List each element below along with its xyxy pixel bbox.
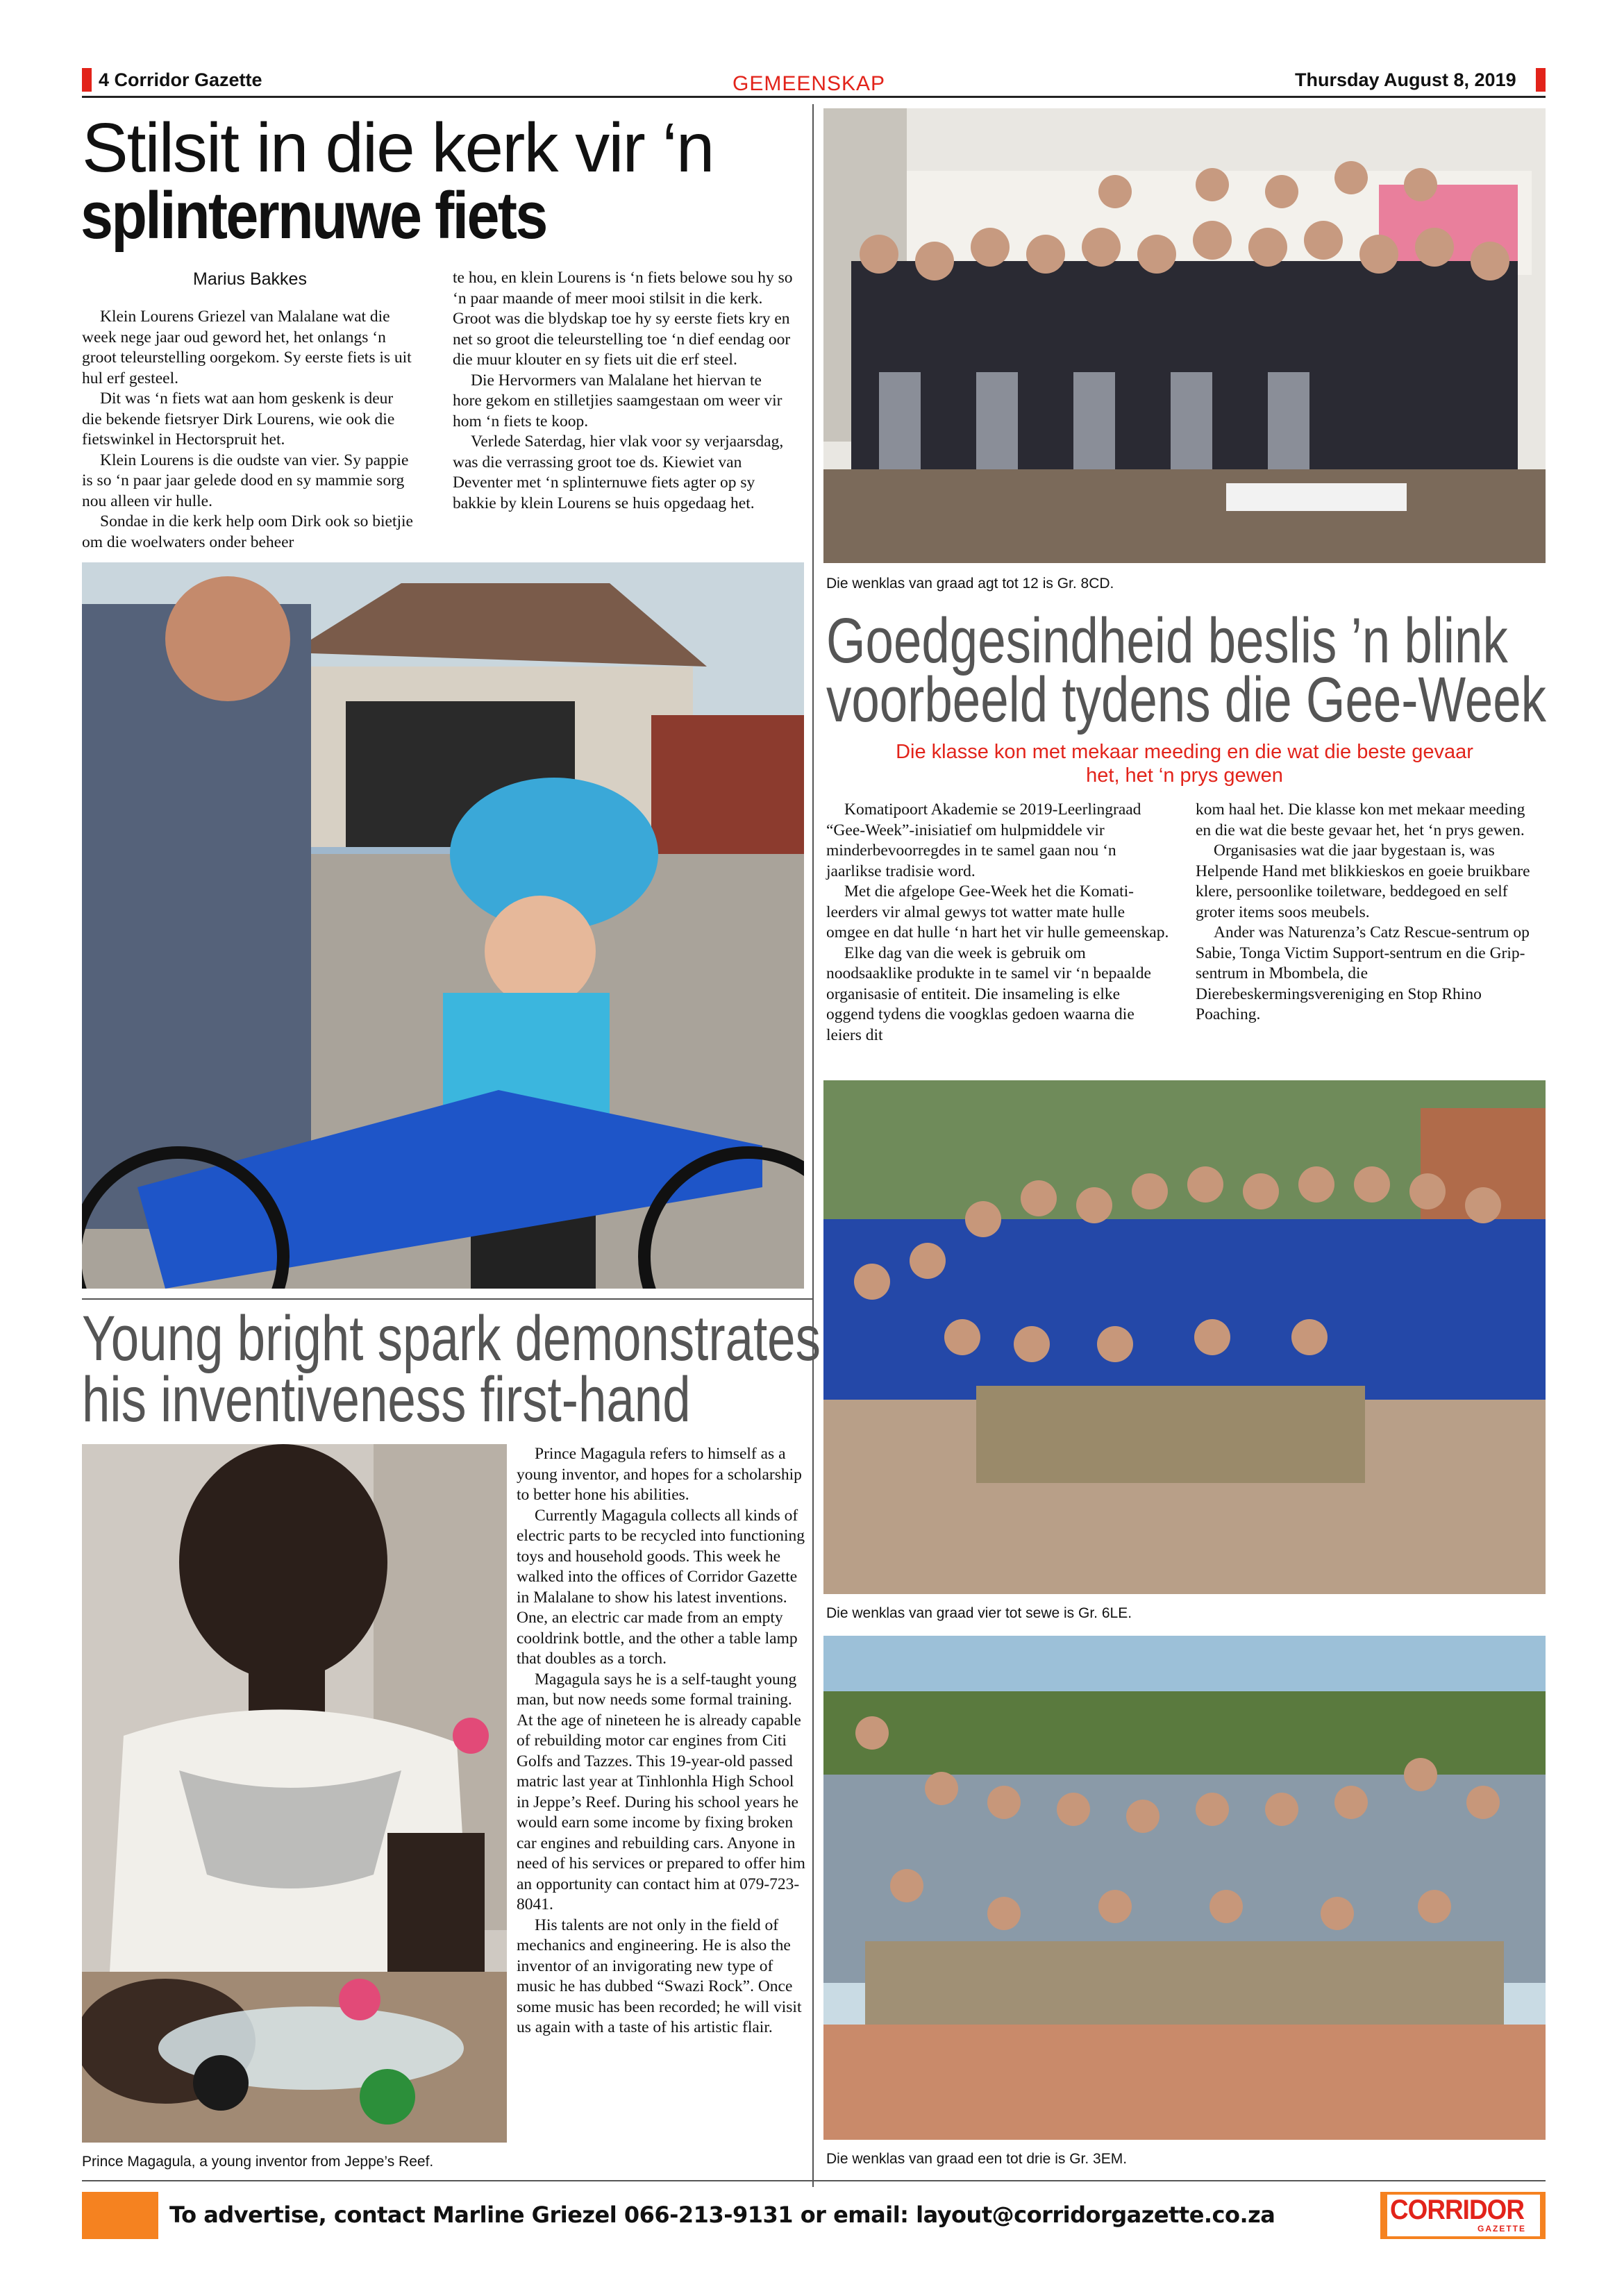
footer-rule [82, 2180, 1546, 2181]
article3-paragraph: Elke dag van die week is gebruik om noodsaaklike produkte in te samel vir ‘n bepaalde organisasie of entiteit. Die insameling is elke oggend tydens die voogklas gedoen waarna die leiers dit [826, 944, 1151, 1044]
footer-logo-sub: GAZETTE [1477, 2224, 1526, 2234]
article2-photo-inventor [82, 1444, 507, 2143]
article3-paragraph: Komatipoort Akademie se 2019-Leerlingraad “Gee-Week”-inisiatief om hulpmiddele vir minderbevoorregdes in te samel gaan nou ‘n jaarlikse tradisie word. [826, 801, 1141, 880]
footer-logo [1387, 2195, 1540, 2236]
article3-photo-grade8 [823, 108, 1546, 563]
article3-photo-grade3 [823, 1636, 1546, 2140]
article3-paragraph: Ander was Naturenza’s Catz Rescue-sentrum op Sabie, Tonga Victim Support-sentrum en die Grip-sentrum in Mbombela, die Dierebeskermingsvereniging en Stop Rhino Poaching. [1196, 923, 1530, 1023]
header-rule [82, 96, 1546, 98]
article3-subheadline-line1: Die klasse kon met mekaar meeding en die wat die beste gevaar [896, 741, 1473, 763]
article1-photo-boy-bicycle [82, 562, 804, 1289]
article1-column2 [453, 268, 793, 514]
article2-paragraph: Currently Magagula collects all kinds of electric parts to be recycled into functioning toys and household goods. This week he walked into the offices of Corridor Gazette in Malalane to show his latest inventions. One, an electric car made from an empty cooldrink bottle, and the other a table lamp that doubles as a torch. [517, 1506, 805, 1668]
article1-paragraph: Klein Lourens Griezel van Malalane wat die week nege jaar oud geword het, het onlangs ‘n groot teleurstelling oorgekom. Sy eerste fiets is uit hul erf gesteel. [82, 308, 412, 387]
column-divider [812, 104, 814, 2187]
header-page-title: 4 Corridor Gazette [99, 69, 262, 90]
article3-headline-line1: Goedgesindheid beslis ’n blink [826, 605, 1508, 676]
article3-headline-line2: voorbeeld tydens die Gee-Week [826, 664, 1546, 735]
article3-subheadline-line2: het, het ‘n prys gewen [1086, 764, 1283, 787]
header-date: Thursday August 8, 2019 [1295, 69, 1516, 90]
article3-column1 [826, 800, 1172, 1046]
article3-column2 [1196, 800, 1543, 1025]
article1-column1 [82, 307, 415, 553]
article2-photo-caption: Prince Magagula, a young inventor from Jeppe’s Reef. [82, 2154, 434, 2170]
article3-photo3-caption: Die wenklas van graad een tot drie is Gr. 3EM. [826, 2151, 1128, 2167]
article2-paragraph: His talents are not only in the field of mechanics and engineering. He is also the inventor of an invigorating new type of music he has dubbed “Swazi Rock”. Once some music has been recorded; he will visit us again with a taste of his artistic flair. [517, 1916, 802, 2036]
article1-paragraph: Dit was ‘n fiets wat aan hom geskenk is deur die bekende fietsryer Dirk Lourens, wie ook die fietswinkel in Hectorspruit het. [82, 389, 395, 449]
article1-paragraph: Sondae in die kerk help oom Dirk ook so bietjie om die woelwaters onder beheer [82, 512, 413, 551]
article3-paragraph: Organisasies wat die jaar bygestaan is, was Helpende Hand met blikkieskos en goeie bruikbare klere, persoonlike toiletware, beddegoed en self groter items soos meubels. [1196, 841, 1530, 921]
article3-photo-grade6 [823, 1080, 1546, 1594]
article1-paragraph: te hou, en klein Lourens is ‘n fiets belowe sou hy so ‘n paar maande of meer mooi stilsit in die kerk. Groot was die blydskap toe hy sy eerste fiets kry en net so groot die teleurstelling toe ‘n dief eendag oor die muur klouter en sy fiets uit die erf steel. [453, 269, 793, 369]
article1-headline-line1: Stilsit in die kerk vir ‘n [82, 109, 714, 187]
footer-ad-text[interactable]: To advertise, contact Marline Griezel 066-213-9131 or email: layout@corridorgazette.co.za [169, 2202, 1275, 2228]
footer-logo-main: CORRIDOR [1390, 2195, 1524, 2225]
footer-advertising-bar [82, 2192, 1546, 2239]
header-section-label: GEMEENSKAP [733, 72, 886, 95]
article3-subheadline [823, 740, 1546, 787]
article2-paragraph: Prince Magagula refers to himself as a young inventor, and hopes for a scholarship to better hone his abilities. [517, 1445, 802, 1504]
article1-byline: Marius Bakkes [193, 269, 307, 289]
article1-paragraph: Klein Lourens is die oudste van vier. Sy pappie is so ‘n paar jaar gelede dood en sy mammie sorg nou alleen vir hulle. [82, 451, 409, 510]
article1-headline-line2: splinternuwe fiets [81, 178, 546, 253]
header-left-marker [82, 68, 92, 92]
article3-photo2-caption: Die wenklas van graad vier tot sewe is Gr. 6LE. [826, 1605, 1132, 1621]
article1-bottom-rule [82, 1298, 812, 1300]
article3-paragraph: Met die afgelope Gee-Week het die Komati-leerders vir almal gewys tot watter mate hulle omgee en dat hulle ‘n hart het vir hulle gemeenskap. [826, 882, 1169, 941]
header-right-marker [1536, 68, 1546, 92]
article3-photo1-caption: Die wenklas van graad agt tot 12 is Gr. 8CD. [826, 576, 1114, 592]
article3-paragraph: kom haal het. Die klasse kon met mekaar meeding en die wat die beste gevaar het, het ‘n prys gewen. [1196, 801, 1525, 839]
article1-paragraph: Die Hervormers van Malalane het hiervan te hore gekom en stilletjies saamgestaan om weer vir hom ‘n fiets te koop. [453, 371, 782, 430]
article2-headline-line1: Young bright spark demonstrates [82, 1303, 821, 1374]
article2-paragraph: Magagula says he is a self-taught young man, but now needs some formal training. At the age of nineteen he is already capable of rebuilding motor car engines from Citi Golfs and Tazzes. This 19-year-old passed matric last year at Tinhlonhla High School in Jeppe’s Reef. During his school years he would earn some income by fixing broken car engines and rebuilding cars. Anyone in need of his services or prepared to offer him an opportunity can contact him at 079-723-8041. [517, 1670, 805, 1913]
article2-body [517, 1444, 805, 2038]
article1-paragraph: Verlede Saterdag, hier vlak voor sy verjaarsdag, was die verrassing groot toe ds. Kiewiet van Deventer met ‘n splinternuwe fiets agter op sy bakkie by klein Lourens se huis opgedaag het. [453, 433, 784, 512]
article2-headline-line2: his inventiveness first-hand [82, 1364, 691, 1435]
